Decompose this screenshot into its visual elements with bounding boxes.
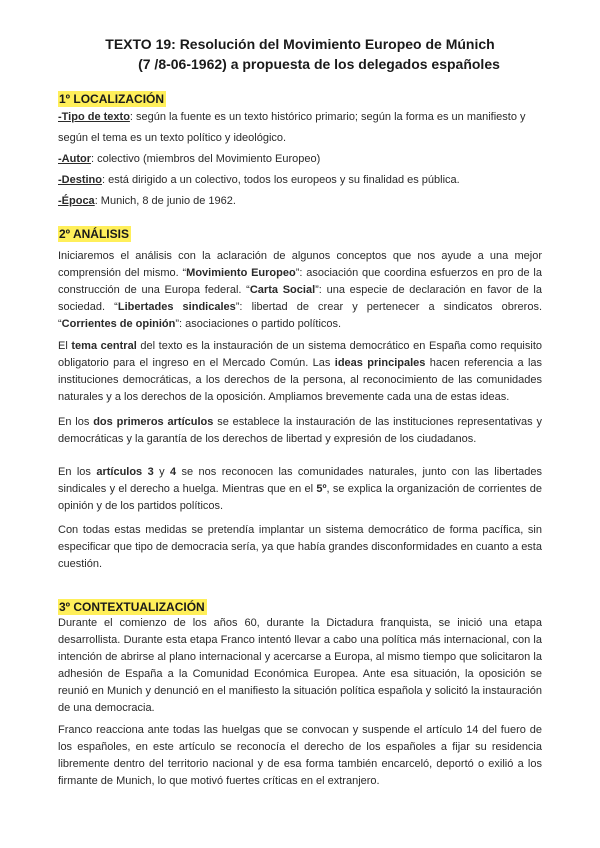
- destino-item: [58, 170, 542, 191]
- term-corrientes-de-opinion: Corrientes de opinión: [61, 318, 176, 330]
- analisis-p3-text: [58, 414, 542, 448]
- term-movimiento-europeo: Movimiento Europeo: [186, 267, 296, 279]
- analisis-paragraph-1: [58, 248, 542, 333]
- document-title-line-2: (7 /8-06-1962) a propuesta de los delegados españoles: [138, 56, 500, 72]
- term-tema-central: tema central: [71, 340, 137, 352]
- contexto-paragraph-2: [58, 722, 542, 790]
- destino-text: : está dirigido a un colectivo, todos los europeos y su finalidad es pública.: [102, 174, 460, 186]
- tipo-de-texto-text: : según la fuente es un texto histórico primario; según la forma es un manifiesto y según el tema es un texto político y ideológico.: [58, 111, 526, 144]
- term-articulo-5: 5º: [316, 483, 327, 495]
- tipo-de-texto-item: [58, 107, 542, 149]
- p3-span-c: se establece la instauración de las instituciones representativas y democráticas y la garantía de los derechos de libertad y expresión de los ciudadanos.: [58, 416, 543, 445]
- epoca-item: [58, 191, 542, 212]
- epoca-text: : Munich, 8 de junio de 1962.: [94, 195, 236, 207]
- p4-span-e: se nos reconocen las comunidades naturales, junto con las libertades sindicales y el derecho a huelga. Mientras que en el: [58, 466, 542, 495]
- term-libertades-sindicales: Libertades sindicales: [117, 301, 236, 313]
- epoca-label: -Época: [58, 195, 95, 207]
- autor-label: -Autor: [58, 153, 91, 165]
- autor-text: : colectivo (miembros del Movimiento Europeo): [91, 153, 321, 165]
- p4-span-a: En los: [58, 466, 97, 478]
- p2-span-e: hacen referencia a las instituciones democráticas, a los derechos de la persona, al reconocimiento de las comunidades naturales y a los derechos de la oposición. Ampliamos brevemente cada una de estas ideas.: [58, 357, 543, 403]
- analisis-paragraph-5: [58, 522, 542, 573]
- contexto-p1-text: Durante el comienzo de los años 60, durante la Dictadura franquista, se inició una etapa desarrollista. Durante esta etapa Franco intentó llevar a cabo una política más internacional, con la intención de abrirse al plano internacional y acercarse a Europa, al mismo tiempo que solicitaron la adhesión de España a la Comunidad Económica Europea. Ante esa situación, la oposición se reunió en Munich y denunció en el manifiesto la situación política española y solicitó la instauración de una democracia.: [58, 617, 542, 714]
- p1-span-e: ”: una especie de declaración en favor de la sociedad. “: [58, 284, 542, 313]
- document-title-line-1: TEXTO 19: Resolución del Movimiento Europeo de Múnich: [105, 36, 495, 52]
- section-heading-contextualizacion: 3º CONTEXTUALIZACIÓN: [59, 600, 205, 614]
- p2-span-a: El: [58, 340, 72, 352]
- destino-label: -Destino: [58, 174, 102, 186]
- p1-span-i: ”: asociaciones o partido políticos.: [175, 318, 342, 330]
- analisis-p5-text: Con todas estas medidas se pretendía implantar un sistema democrático de forma pacífica, sin especificar que tipo de democracia sería, ya que había grandes disconformidades en cuanto a esta cuestión.: [58, 524, 542, 570]
- p4-span-c: y: [153, 466, 171, 478]
- p3-span-a: En los: [58, 416, 94, 428]
- term-ideas-principales: ideas principales: [334, 357, 426, 369]
- term-dos-primeros-articulos: dos primeros artículos: [93, 416, 214, 428]
- analisis-p1-text: [58, 248, 542, 333]
- autor-item: [58, 149, 542, 170]
- contexto-paragraph-1: [58, 615, 542, 717]
- analisis-paragraph-3: [58, 414, 542, 448]
- localizacion-body: [58, 107, 542, 212]
- analisis-p4-text: [58, 464, 542, 515]
- contexto-p2-text: Franco reacciona ante todas las huelgas que se convocan y suspende el artículo 14 del fuero de los españoles, en este artículo se reconocía el derecho de los españoles a fijar su residencia libremente dentro del territorio nacional y de esa forma también encarceló, deportó o exilió a los firmante de Munich, lo que motivó fuertes críticas en el extranjero.: [58, 724, 542, 787]
- analisis-paragraph-4: [58, 464, 542, 515]
- section-heading-analisis: 2º ANÁLISIS: [59, 227, 129, 241]
- analisis-paragraph-2: [58, 338, 542, 406]
- analisis-p2-text: [58, 338, 542, 406]
- term-carta-social: Carta Social: [249, 284, 316, 296]
- p1-span-a: Iniciaremos el análisis con la aclaración de algunos conceptos que nos ayude a una mejor comprensión del mismo. “: [58, 250, 542, 279]
- p1-span-g: ”: libertad de crear y pertenecer a sindicatos obreros. “: [58, 301, 542, 330]
- section-heading-localizacion: 1º LOCALIZACIÓN: [59, 92, 165, 106]
- term-articulo-4: 4: [170, 466, 177, 478]
- term-articulos-3: artículos 3: [96, 466, 154, 478]
- p1-span-c: ”: asociación que coordina esfuerzos en pro de la construcción de una Europa federal. “: [58, 267, 542, 296]
- tipo-de-texto-label: -Tipo de texto: [58, 111, 130, 123]
- p4-span-g: , se explica la organización de corrientes de opinión y de los partidos políticos.: [58, 483, 543, 512]
- p2-span-c: del texto es la instauración de un sistema democrático en España como requisito obligatorio para el ingreso en el Mercado Común. Las: [58, 340, 542, 369]
